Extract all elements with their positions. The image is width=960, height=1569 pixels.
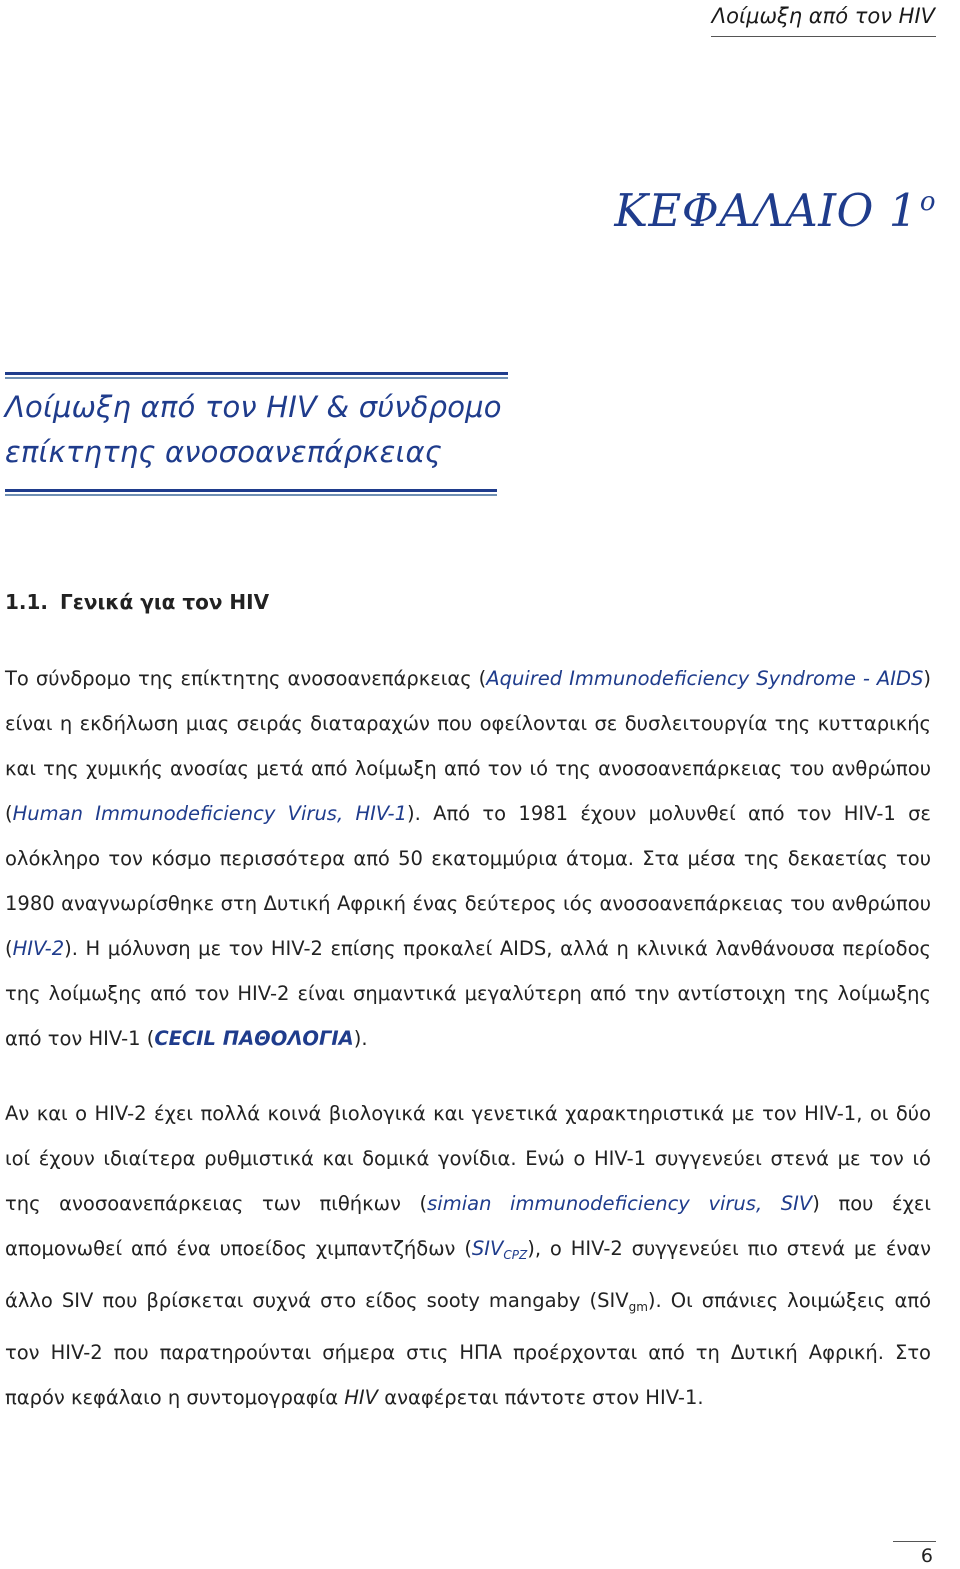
text-run: ). Η μόλυνση με τον HIV-2 επίσης προκαλεί AIDS, αλλά η κλινικά λανθάνουσα περίοδος της λοίμωξης από τον HIV-2 είναι σημαντικά μεγαλύτερη από την αντίστοιχη της λοίμωξης από τον HIV-1 ( bbox=[5, 937, 931, 1050]
italic-term: SIV bbox=[471, 1237, 504, 1260]
paragraph-1 bbox=[5, 656, 931, 1061]
decorative-rule-top bbox=[5, 372, 508, 379]
text-run: αναφέρεται πάντοτε στον HIV-1. bbox=[378, 1386, 704, 1409]
citation: CECIL ΠΑΘΟΛΟΓΙΑ bbox=[154, 1027, 354, 1050]
italic-term: simian immunodeficiency virus, SIV bbox=[427, 1192, 813, 1215]
italic-term: HIV-2 bbox=[12, 937, 65, 960]
section-title: Γενικά για τον HIV bbox=[60, 590, 270, 614]
page-number: 6 bbox=[920, 1545, 933, 1567]
section-heading bbox=[5, 590, 269, 614]
chapter-title bbox=[614, 184, 936, 237]
text-run: ), ο HIV-2 συγγενεύει πιο στενά με έναν άλλο SIV που βρίσκεται συχνά στο είδος sooty mangaby (SIV bbox=[5, 1237, 931, 1312]
header-rule bbox=[711, 36, 936, 37]
subscript: CPZ bbox=[503, 1248, 528, 1262]
text-run: ) είναι η εκδήλωση μιας σειράς διαταραχών που οφείλονται σε δυσλειτουργία της κυτταρικής και της χυμικής ανοσίας μετά από λοίμωξη από τον ιό της ανοσοανεπάρκειας του ανθρώπου ( bbox=[5, 667, 932, 825]
italic-term: Human Immunodeficiency Virus, HIV-1 bbox=[12, 802, 407, 825]
chapter-label: ΚΕΦΑΛΑΙΟ 1 bbox=[614, 184, 918, 237]
footer-rule bbox=[893, 1541, 936, 1542]
italic-abbreviation: HIV bbox=[344, 1386, 379, 1409]
italic-term: Aquired Immunodeficiency Syndrome - AIDS bbox=[486, 667, 924, 690]
decorative-rule-bottom bbox=[5, 489, 497, 496]
part-title-line-2: επίκτητης ανοσοανεπάρκειας bbox=[5, 435, 443, 469]
part-title bbox=[5, 385, 565, 475]
paragraph-2 bbox=[5, 1091, 931, 1420]
subscript: gm bbox=[628, 1300, 648, 1314]
text-run: Το σύνδρομο της επίκτητης ανοσοανεπάρκειας ( bbox=[5, 667, 487, 690]
section-number: 1.1. bbox=[5, 590, 49, 614]
text-run: Αν και ο HIV-2 έχει πολλά κοινά βιολογικά και γενετικά χαρακτηριστικά με τον HIV-1, οι δύο ιοί έχουν ιδιαίτερα ρυθμιστικά και δομικά γονίδια. Ενώ ο HIV-1 συγγενεύει στενά με τον ιό της ανοσοανεπάρκειας των πιθήκων ( bbox=[5, 1102, 931, 1215]
text-run: ). Από το 1981 έχουν μολυνθεί από τον HIV-1 σε ολόκληρο τον κόσμο περισσότερα από 50 εκατομμύρια άτομα. Στα μέσα της δεκαετίας του 1980 αναγνωρίσθηκε στη Δυτική Αφρική ένας δεύτερος ιός ανοσοανεπάρκειας του ανθρώπου ( bbox=[5, 802, 931, 960]
text-run: ) που έχει απομονωθεί από ένα υποείδος χιμπαντζήδων ( bbox=[5, 1192, 932, 1260]
text-run: ). bbox=[353, 1027, 368, 1050]
running-header: Λοίμωξη από τον HIV bbox=[711, 4, 935, 28]
chapter-ordinal: ο bbox=[919, 187, 936, 217]
text-run: ). Οι σπάνιες λοιμώξεις από τον HIV-2 που παρατηρούνται σήμερα στις ΗΠΑ προέρχονται από τη Δυτική Αφρική. Στο παρόν κεφάλαιο η συντομογραφία bbox=[5, 1289, 931, 1409]
part-title-line-1: Λοίμωξη από τον HIV & σύνδρομο bbox=[5, 390, 502, 424]
